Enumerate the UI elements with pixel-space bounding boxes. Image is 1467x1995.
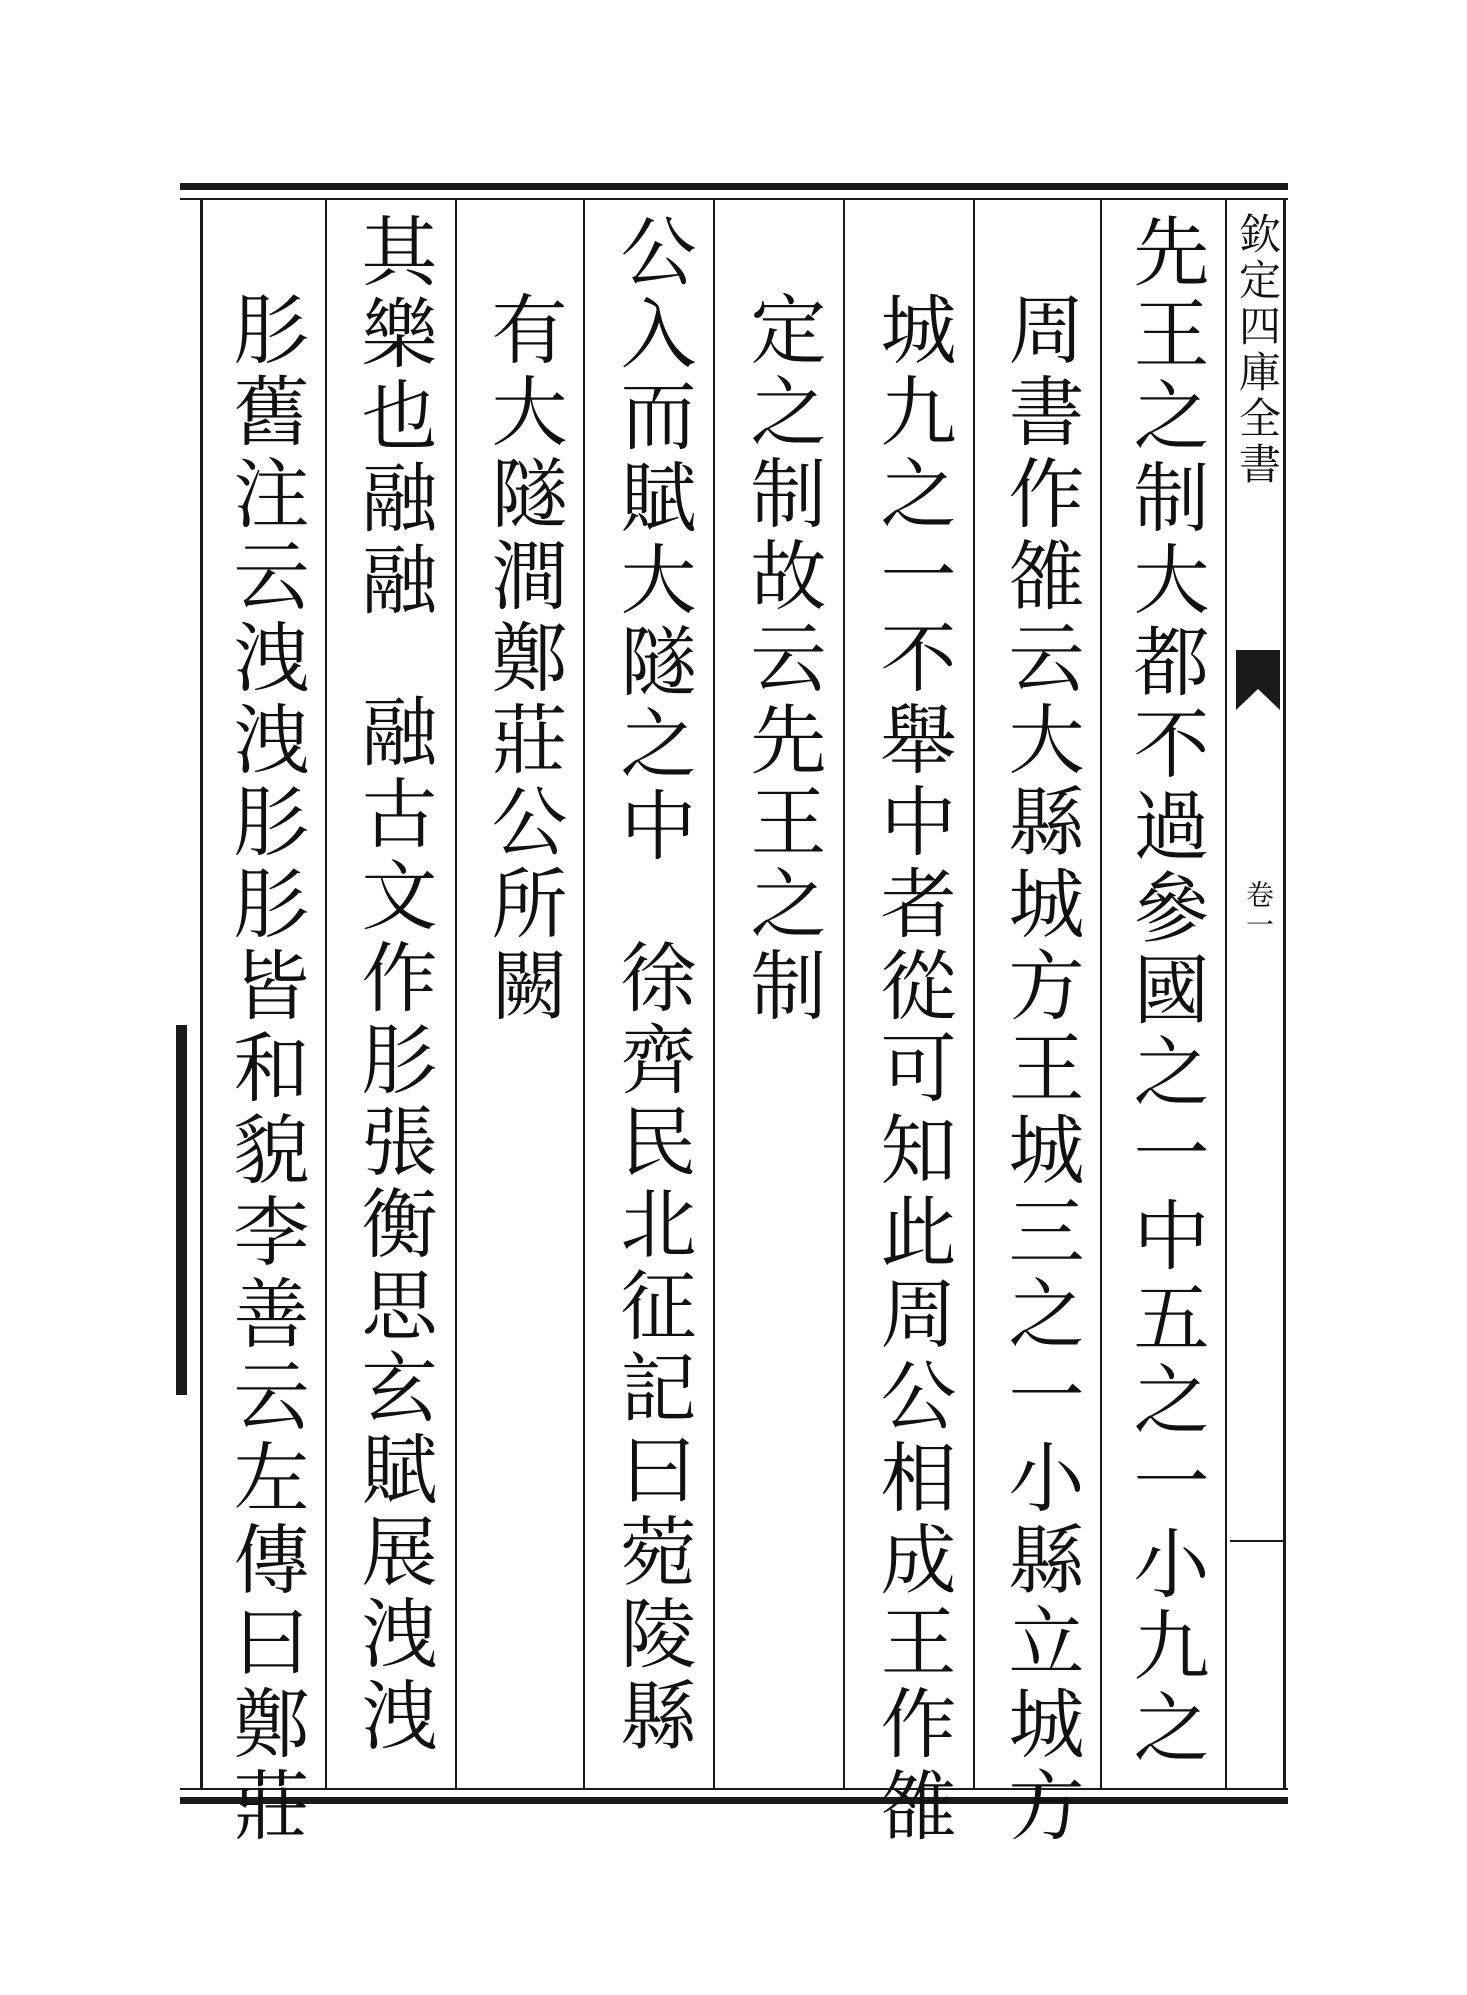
column-text: 肜舊注云洩洩肜肜皆和貌李善云左傳曰鄭莊 [221,290,310,1848]
text-column-4 [727,290,837,1855]
column-note: 融古文作肜張衡思玄賦展洩洩 [349,692,438,1758]
column-text: 城九之一不舉中者從可知此周公相成王作雒 [868,290,957,1848]
text-column-1 [1110,212,1220,1777]
column-text: 其樂也融融 [349,212,438,622]
text-column-8 [210,290,320,1855]
column-note: 徐齊民北征記曰菀陵縣 [608,938,697,1758]
top-border-thick [180,183,1288,190]
left-border [200,200,203,1790]
text-column-2 [985,290,1095,1855]
column-divider [1100,200,1102,1790]
margin-volume-label: 卷一 [1242,880,1275,940]
column-divider [1225,200,1227,1790]
text-column-6 [468,290,578,1855]
margin-book-title: 欽定四庫全書 [1233,212,1282,488]
margin-rule [1230,1540,1286,1542]
right-border [1283,200,1286,1790]
top-border-thin [180,198,1288,200]
text-column-7 [338,212,448,1777]
ink-smudge-bar [176,1025,187,1395]
column-divider [325,200,327,1790]
column-text: 公入而賦大隧之中 [608,212,697,868]
column-text: 有大隧澗鄭莊公所闕 [479,290,568,1028]
text-column-5 [597,212,707,1777]
text-column-3 [857,290,967,1855]
column-text: 周書作雒云大縣城方王城三之一小縣立城方 [996,290,1085,1848]
column-text: 先王之制大都不過參國之一中五之一小九之 [1121,212,1210,1770]
column-divider [583,200,585,1790]
fish-tail-mark [1236,650,1280,710]
column-text: 定之制故云先王之制 [738,290,827,1028]
column-divider [455,200,457,1790]
column-divider [973,200,975,1790]
column-divider [843,200,845,1790]
column-divider [713,200,715,1790]
